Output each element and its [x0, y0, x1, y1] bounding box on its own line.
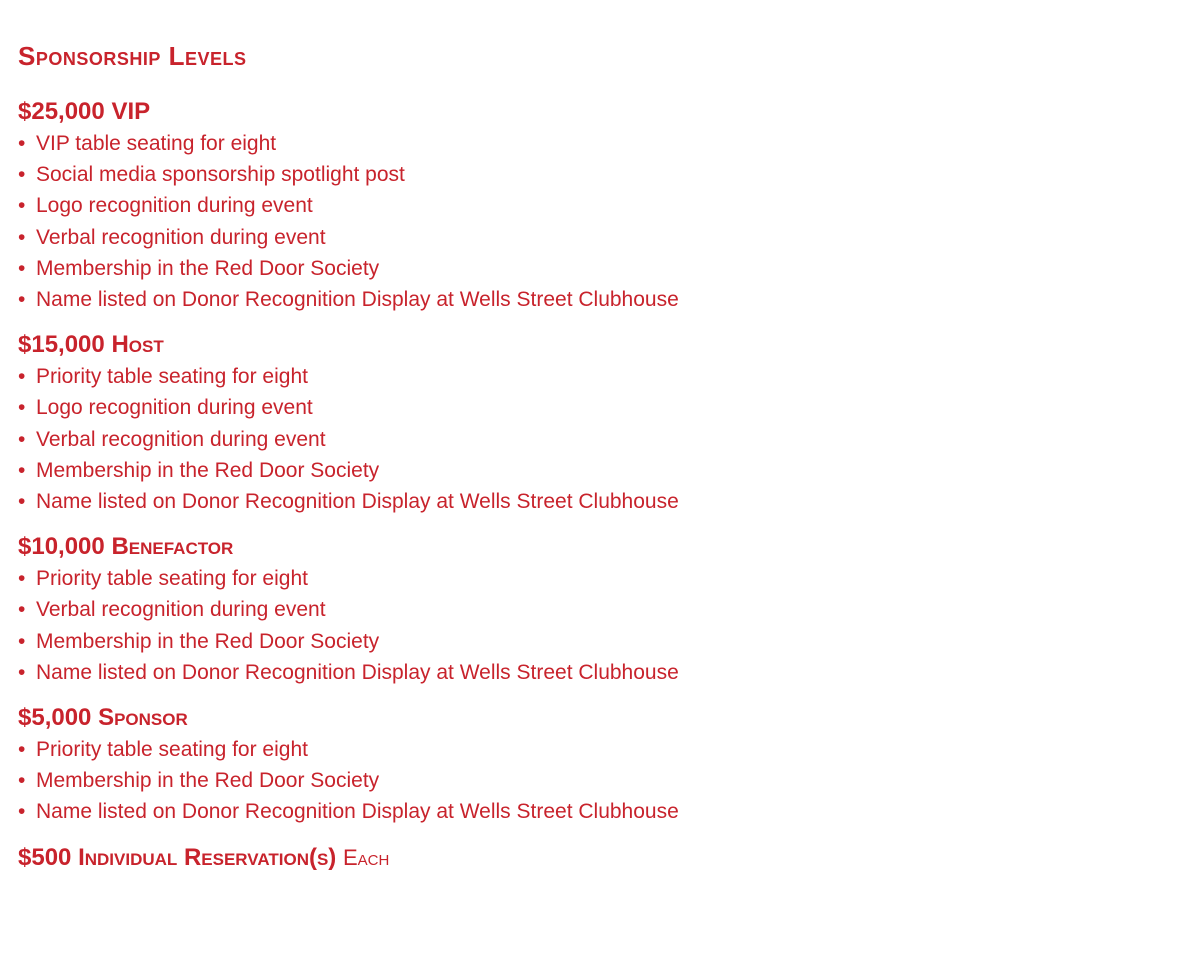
- benefit-item: [18, 392, 1178, 423]
- benefit-item: [18, 190, 1178, 221]
- sponsorship-level: [18, 96, 1178, 315]
- level-heading: [18, 531, 1178, 563]
- benefit-text: Membership in the Red Door Society: [36, 256, 380, 280]
- level-amount: $10,000: [18, 533, 105, 561]
- benefit-item: [18, 657, 1178, 688]
- benefit-text: Name listed on Donor Recognition Display at Wells Street Clubhouse: [36, 660, 679, 684]
- benefit-text: VIP table seating for eight: [36, 132, 277, 155]
- benefit-item: [18, 424, 1178, 455]
- benefit-text: Membership in the Red Door Society: [36, 458, 380, 482]
- benefit-text: Membership in the Red Door Society: [36, 769, 380, 793]
- bullet-icon: •: [18, 598, 26, 622]
- bullet-icon: •: [18, 800, 26, 824]
- bullet-icon: •: [18, 163, 26, 187]
- sponsorship-level: [18, 531, 1178, 688]
- level-heading: [18, 96, 1178, 128]
- level-amount: $5,000: [18, 704, 92, 732]
- benefit-text: Social media sponsorship spotlight post: [36, 163, 405, 187]
- benefit-list: [18, 128, 1178, 315]
- bullet-icon: •: [18, 132, 26, 155]
- benefit-text: Name listed on Donor Recognition Display at Wells Street Clubhouse: [36, 800, 679, 824]
- sponsorship-level: [18, 702, 1178, 828]
- benefit-item: [18, 486, 1178, 517]
- benefit-list: [18, 734, 1178, 828]
- level-amount: $25,000: [18, 98, 105, 125]
- benefit-item: [18, 594, 1178, 625]
- reservation-suffix: Each: [342, 844, 390, 870]
- benefit-list: [18, 563, 1178, 688]
- bullet-icon: •: [18, 256, 26, 280]
- benefit-list: [18, 361, 1178, 517]
- bullet-icon: •: [18, 427, 26, 451]
- bullet-icon: •: [18, 629, 26, 653]
- level-name: Benefactor: [111, 533, 234, 561]
- benefit-text: Name listed on Donor Recognition Display at Wells Street Clubhouse: [36, 288, 679, 312]
- sponsorship-levels-list: [18, 96, 1178, 828]
- benefit-text: Logo recognition during event: [36, 194, 313, 218]
- benefit-item: [18, 284, 1178, 315]
- benefit-item: [18, 734, 1178, 765]
- individual-reservation-heading: [18, 842, 1178, 874]
- benefit-item: [18, 563, 1178, 594]
- bullet-icon: •: [18, 769, 26, 793]
- benefit-text: Verbal recognition during event: [36, 427, 326, 451]
- level-heading: [18, 702, 1178, 734]
- level-name: VIP: [111, 98, 151, 125]
- bullet-icon: •: [18, 458, 26, 482]
- bullet-icon: •: [18, 194, 26, 218]
- bullet-icon: •: [18, 660, 26, 684]
- level-name: Sponsor: [98, 704, 188, 732]
- benefit-item: [18, 626, 1178, 657]
- benefit-item: [18, 128, 1178, 159]
- benefit-item: [18, 253, 1178, 284]
- benefit-text: Verbal recognition during event: [36, 598, 326, 622]
- benefit-item: [18, 765, 1178, 796]
- benefit-text: Membership in the Red Door Society: [36, 629, 380, 653]
- bullet-icon: •: [18, 396, 26, 420]
- bullet-icon: •: [18, 490, 26, 514]
- level-amount: $15,000: [18, 331, 105, 359]
- reservation-name: Individual Reservation(s): [78, 843, 337, 871]
- benefit-item: [18, 361, 1178, 392]
- benefit-item: [18, 796, 1178, 827]
- bullet-icon: •: [18, 738, 26, 762]
- benefit-text: Logo recognition during event: [36, 396, 313, 420]
- benefit-text: Name listed on Donor Recognition Display at Wells Street Clubhouse: [36, 490, 679, 514]
- benefit-item: [18, 222, 1178, 253]
- sponsorship-level: [18, 329, 1178, 517]
- page-title: Sponsorship Levels: [18, 41, 247, 71]
- bullet-icon: •: [18, 288, 26, 312]
- sponsorship-document: [18, 38, 1178, 874]
- bullet-icon: •: [18, 225, 26, 249]
- benefit-text: Priority table seating for eight: [36, 567, 308, 591]
- level-name: Host: [111, 331, 164, 359]
- bullet-icon: •: [18, 567, 26, 591]
- bullet-icon: •: [18, 365, 26, 389]
- benefit-item: [18, 455, 1178, 486]
- reservation-amount: $500: [18, 843, 72, 871]
- level-heading: [18, 329, 1178, 361]
- benefit-text: Priority table seating for eight: [36, 365, 308, 389]
- benefit-text: Priority table seating for eight: [36, 738, 308, 762]
- benefit-item: [18, 159, 1178, 190]
- benefit-text: Verbal recognition during event: [36, 225, 326, 249]
